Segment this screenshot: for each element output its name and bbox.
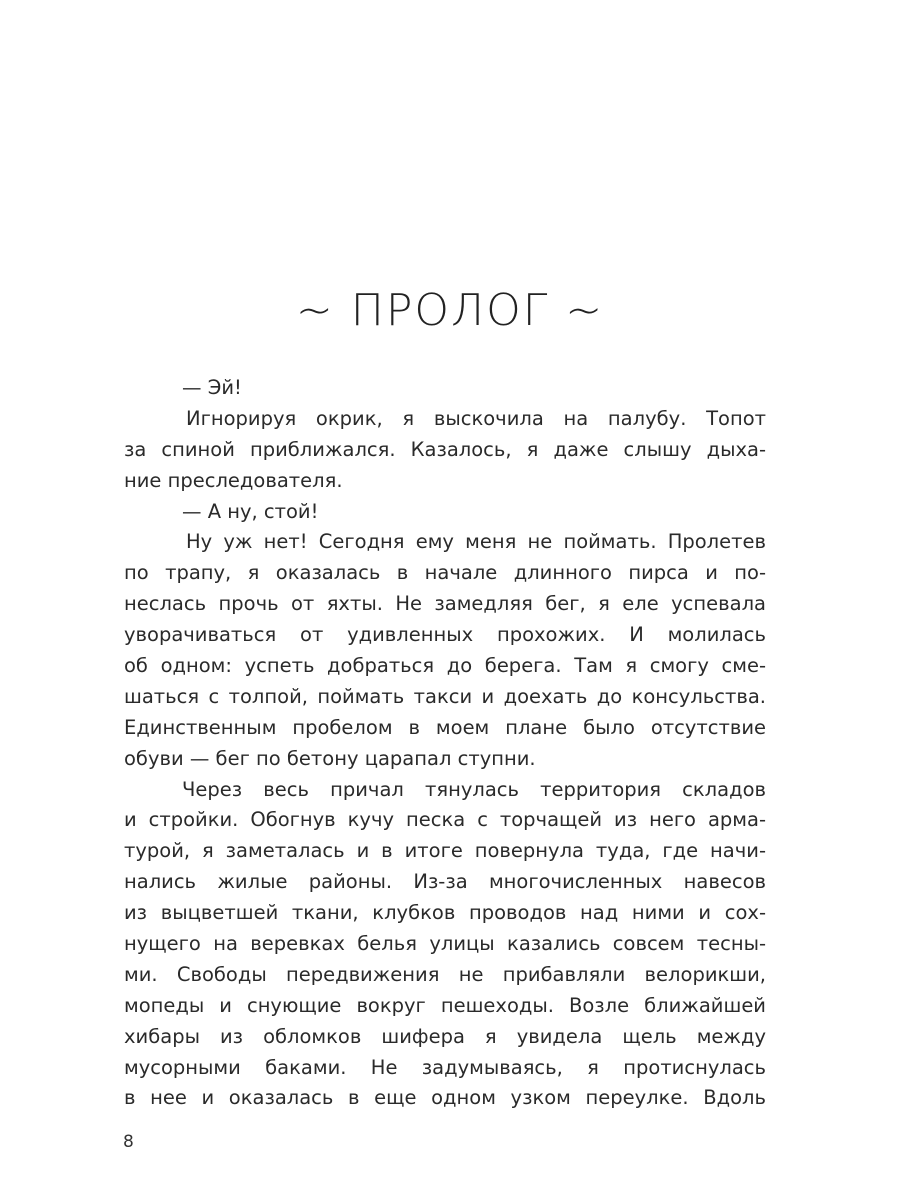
text-line: шаться с толпой, поймать такси и доехать до консульства. (124, 684, 766, 708)
text-line: обуви — бег по бетону царапал ступни. (124, 746, 536, 770)
text-line: ние преследователя. (124, 468, 343, 492)
text-line: нущего на веревках белья улицы казались совсем тесны- (124, 932, 766, 956)
text-line: нались жилые районы. Из-за многочисленных навесов (124, 870, 766, 894)
text-line: и стройки. Обогнув кучу песка с торчащей из него арма- (124, 808, 766, 832)
text-line: уворачиваться от удивленных прохожих. И молилась (124, 623, 766, 647)
text-line: Через весь причал тянулась территория складов (182, 777, 766, 801)
text-line: хибары из обломков шифера я увидела щель между (124, 1024, 766, 1048)
text-line: по трапу, я оказалась в начале длинного пирса и по- (124, 561, 766, 585)
text-line: из выцветшей ткани, клубков проводов над ними и сох- (124, 901, 766, 925)
text-line: мопеды и снующие вокруг пешеходы. Возле ближайшей (124, 993, 766, 1017)
text-line: ми. Свободы передвижения не прибавляли велорикши, (124, 962, 766, 986)
text-line: Единственным пробелом в моем плане было отсутствие (124, 715, 766, 739)
body-text (124, 373, 766, 1114)
chapter-title: ~ ПРОЛОГ ~ (295, 285, 605, 336)
text-line: — Эй! (182, 376, 242, 399)
page-number: 8 (123, 1132, 134, 1152)
text-line: Ну уж нет! Сегодня ему меня не поймать. Пролетев (186, 530, 766, 554)
text-line: — А ну, стой! (182, 499, 319, 523)
text-line: мусорными баками. Не задумываясь, я протиснулась (124, 1055, 766, 1079)
text-line: за спиной приближался. Казалось, я даже слышу дыха- (124, 437, 766, 461)
text-line: турой, я заметалась и в итоге повернула туда, где начи- (124, 839, 766, 863)
text-line: об одном: успеть добраться до берега. Там я смогу сме- (124, 654, 766, 678)
text-line: в нее и оказалась в еще одном узком переулке. Вдоль (124, 1086, 766, 1110)
text-line: Игнорируя окрик, я выскочила на палубу. Топот (186, 406, 766, 430)
text-line: неслась прочь от яхты. Не замедляя бег, я еле успевала (124, 592, 766, 616)
